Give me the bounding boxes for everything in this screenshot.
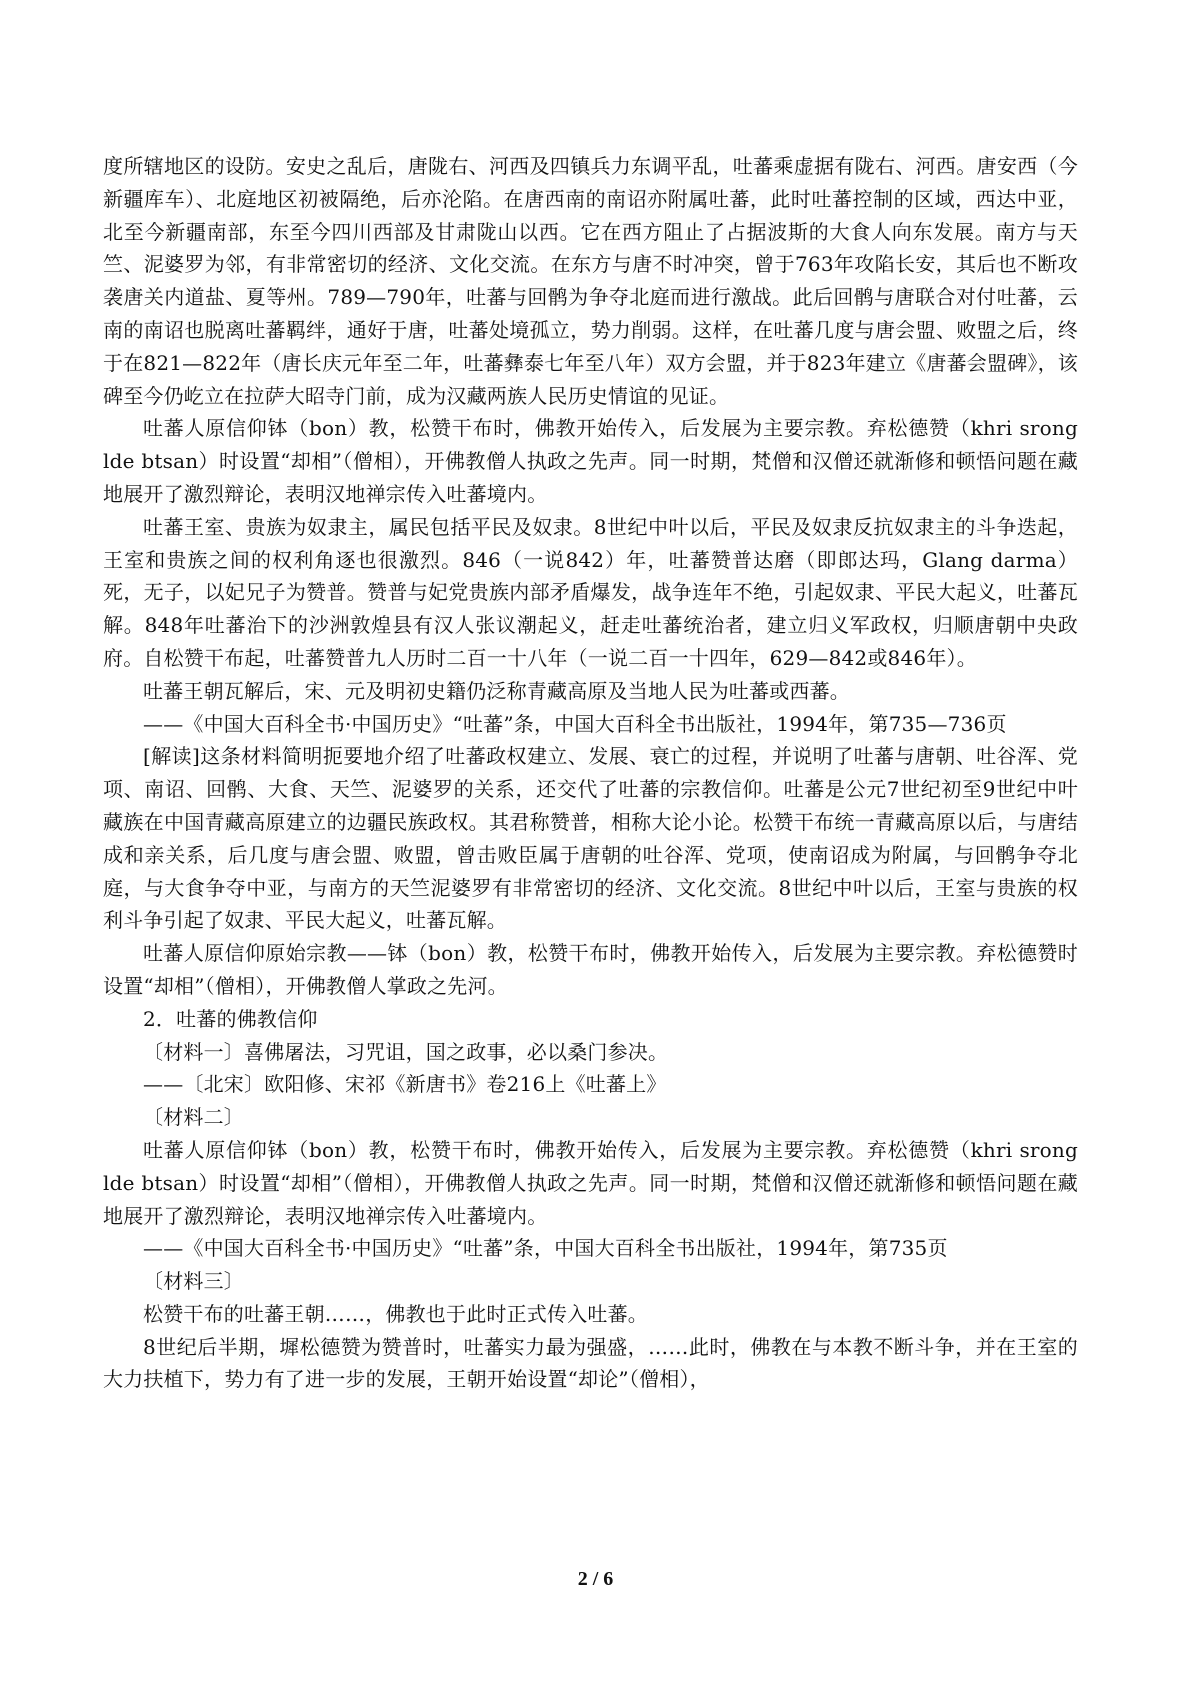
paragraph-original-religion: 吐蕃人原信仰原始宗教——钵（bon）教，松赞干布时，佛教开始传入，后发展为主要宗教。弃松德赞时设置“却相”（僧相），开佛教僧人掌政之先河。: [103, 941, 1078, 998]
paragraph-tubo-society: 吐蕃王室、贵族为奴隶主，属民包括平民及奴隶。8世纪中叶以后，平民及奴隶反抗奴隶主的斗争迭起，王室和贵族之间的权利角逐也很激烈。846（一说842）年，吐蕃赞普达磨（即郎达玛，Glang darma）死，无子，以妃兄子为赞普。赞普与妃党贵族内部矛盾爆发，战争连年不绝，引起奴隶、平民大起义，吐蕃瓦解。848年吐蕃治下的沙洲敦煌县有汉人张议潮起义，赶走吐蕃统治者，建立归义军政权，归顺唐朝中央政府。自松赞干布起，吐蕃赞普九人历时二百一十八年（一说二百一十四年，629—842或846年）。: [103, 514, 1078, 670]
paragraph-interpretation: [解读]这条材料简明扼要地介绍了吐蕃政权建立、发展、衰亡的过程，并说明了吐蕃与唐朝、吐谷浑、党项、南诏、回鹘、大食、天竺、泥婆罗的关系，还交代了吐蕃的宗教信仰。吐蕃是公元7世纪初至9世纪中叶藏族在中国青藏高原建立的边疆民族政权。其君称赞普，相称大论小论。松赞干布统一青藏高原以后，与唐结成和亲关系，后几度与唐会盟、败盟，曾击败臣属于唐朝的吐谷浑、党项，使南诏成为附属，与回鹘争夺北庭，与大食争夺中亚，与南方的天竺泥婆罗有非常密切的经济、文化交流。8世纪中叶以后，王室与贵族的权利斗争引起了奴隶、平民大起义，吐蕃瓦解。: [103, 744, 1078, 933]
material-two-text: 吐蕃人原信仰钵（bon）教，松赞干布时，佛教开始传入，后发展为主要宗教。弃松德赞（khri srong lde btsan）时设置“却相”（僧相），开佛教僧人执政之先声。同一时期，梵僧和汉僧还就渐修和顿悟问题在藏地展开了激烈辩论，表明汉地禅宗传入吐蕃境内。: [103, 1137, 1078, 1228]
document-body: [103, 150, 1078, 1396]
citation-encyclopedia-735: ——《中国大百科全书·中国历史》“吐蕃”条，中国大百科全书出版社，1994年，第735页: [143, 1236, 948, 1261]
paragraph-tubo-aftermath: 吐蕃王朝瓦解后，宋、元及明初史籍仍泛称青藏高原及当地人民为吐蕃或西蕃。: [143, 678, 850, 703]
paragraph-tubo-expansion: 度所辖地区的设防。安史之乱后，唐陇右、河西及四镇兵力东调平乱，吐蕃乘虚据有陇右、河西。唐安西（今新疆库车）、北庭地区初被隔绝，后亦沦陷。在唐西南的南诏亦附属吐蕃，此时吐蕃控制的区域，西达中亚，北至今新疆南部，东至今四川西部及甘肃陇山以西。它在西方阻止了占据波斯的大食人向东发展。南方与天竺、泥婆罗为邻，有非常密切的经济、文化交流。在东方与唐不时冲突，曾于763年攻陷长安，其后也不断攻袭唐关内道盐、夏等州。789—790年，吐蕃与回鹘为争夺北庭而进行激战。此后回鹘与唐联合对付吐蕃，云南的南诏也脱离吐蕃羁绊，通好于唐，吐蕃处境孤立，势力削弱。这样，在吐蕃几度与唐会盟、败盟之后，终于在821—822年（唐长庆元年至二年，吐蕃彝泰七年至八年）双方会盟，并于823年建立《唐蕃会盟碑》，该碑至今仍屹立在拉萨大昭寺门前，成为汉藏两族人民历史情谊的见证。: [103, 154, 1078, 408]
material-two-label: 〔材料二〕: [143, 1105, 244, 1130]
section-heading-buddhism: 2．吐蕃的佛教信仰: [143, 1006, 318, 1031]
material-three-text-2: 8世纪后半期，墀松德赞为赞普时，吐蕃实力最为强盛，……此时，佛教在与本教不断斗争，并在王室的大力扶植下，势力有了进一步的发展，王朝开始设置“却论”（僧相），: [103, 1334, 1078, 1392]
citation-new-tang-book: ——〔北宋〕欧阳修、宋祁《新唐书》卷216上《吐蕃上》: [143, 1072, 667, 1097]
material-three-label: 〔材料三〕: [143, 1269, 244, 1294]
page-number: 2 / 6: [577, 1568, 614, 1590]
material-one: 〔材料一〕喜佛屠法，习咒诅，国之政事，必以桑门参决。: [143, 1039, 669, 1064]
material-three-text-1: 松赞干布的吐蕃王朝……，佛教也于此时正式传入吐蕃。: [143, 1301, 648, 1326]
citation-encyclopedia-735-736: ——《中国大百科全书·中国历史》“吐蕃”条，中国大百科全书出版社，1994年，第735—736页: [143, 711, 1007, 736]
paragraph-tubo-religion: 吐蕃人原信仰钵（bon）教，松赞干布时，佛教开始传入，后发展为主要宗教。弃松德赞（khri srong lde btsan）时设置“却相”（僧相），开佛教僧人执政之先声。同一时期，梵僧和汉僧还就渐修和顿悟问题在藏地展开了激烈辩论，表明汉地禅宗传入吐蕃境内。: [103, 416, 1078, 506]
